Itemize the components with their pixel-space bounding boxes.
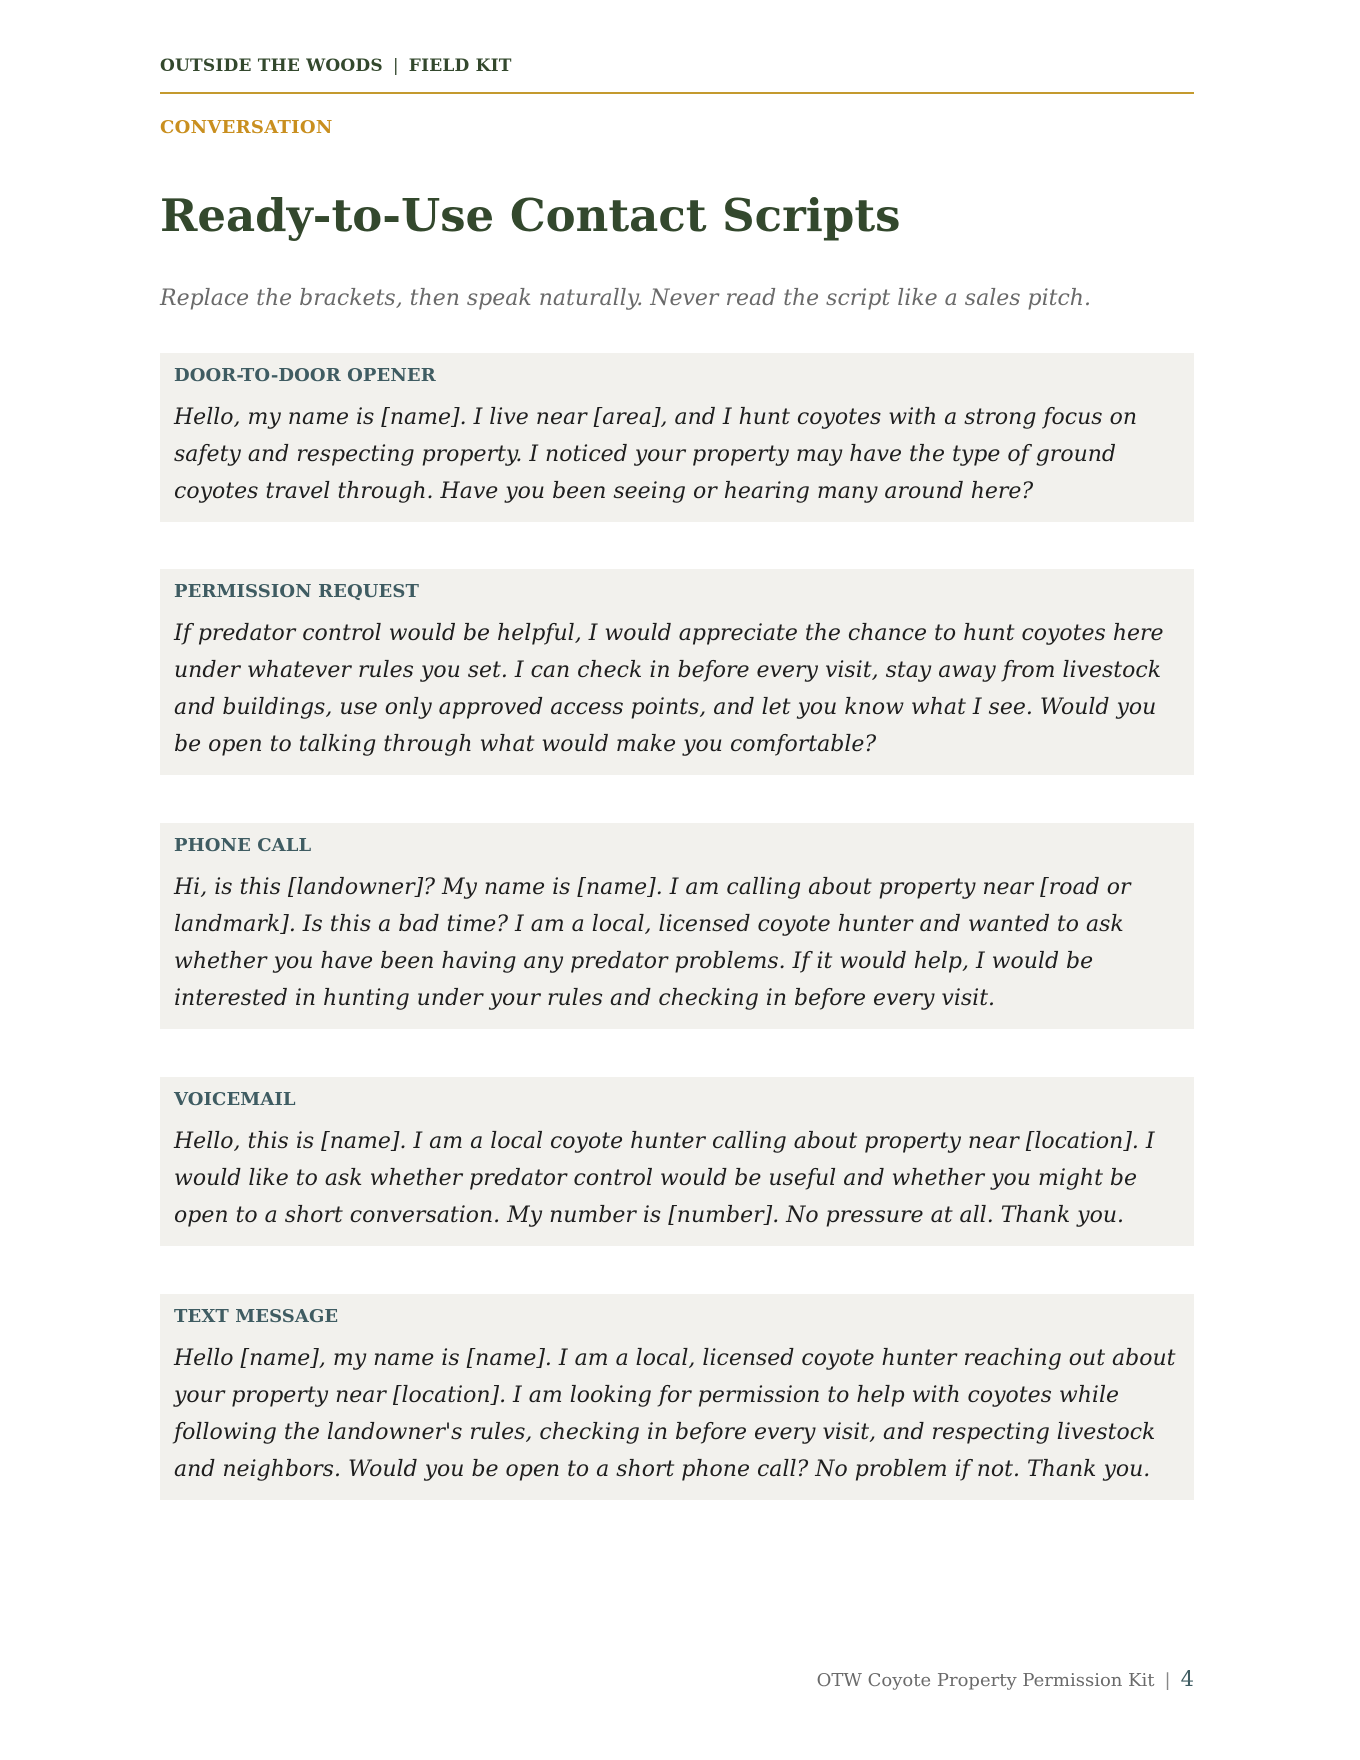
page-title: Ready-to-Use Contact Scripts [160,189,901,242]
script-text: Hello, my name is [name]. I live near [area], and I hunt coyotes with a strong focus on safety and respecting property. I noticed your property may have the type of ground coyotes travel through. Have you been seeing or hearing many around here? [174,404,1137,504]
header-section: FIELD KIT [408,56,512,76]
script-text: If predator control would be helpful, I would appreciate the chance to hunt coyotes here under whatever rules you set. I can check in before every visit, stay away from livestock and buildings, use only approved access points, and let you know what I see. Would you be open to talking through what would make you comfortable? [174,620,1164,757]
header-separator: | [392,56,399,76]
page-number: 4 [1180,1667,1194,1691]
script-label: VOICEMAIL [174,1089,296,1110]
script-label: DOOR-TO-DOOR OPENER [174,365,436,386]
script-text: Hi, is this [landowner]? My name is [name]. I am calling about property near [road or landmark]. Is this a bad time? I am a local, licensed coyote hunter and wanted to ask whether you have been having any predator problems. If it would help, I would be interested in hunting under your rules and checking in before every visit. [174,874,1131,1011]
script-text: Hello [name], my name is [name]. I am a local, licensed coyote hunter reaching out about your property near [location]. I am looking for permission to help with coyotes while following the landowner's rules, checking in before every visit, and respecting livestock and neighbors. Would you be open to a short phone call? No problem if not. Thank you. [174,1345,1176,1482]
footer-doc-title: OTW Coyote Property Permission Kit [816,1670,1155,1691]
script-label: TEXT MESSAGE [174,1306,339,1327]
section-eyebrow: CONVERSATION [160,117,333,138]
script-card-text-message [160,1294,1194,1500]
script-label: PERMISSION REQUEST [174,581,419,602]
page-subtitle: Replace the brackets, then speak naturally. Never read the script like a sales pitch. [160,286,1091,311]
script-card-phone-call [160,823,1194,1029]
running-footer [817,1667,1194,1691]
script-label: PHONE CALL [174,835,312,856]
header-brand: OUTSIDE THE WOODS [160,56,383,76]
script-card-door-opener [160,353,1194,522]
script-card-voicemail [160,1077,1194,1246]
running-header [160,56,1194,94]
script-card-permission-request [160,569,1194,775]
script-text: Hello, this is [name]. I am a local coyote hunter calling about property near [location]. I would like to ask whether predator control would be useful and whether you might be open to a short conversation. My number is [number]. No pressure at all. Thank you. [174,1128,1155,1228]
footer-separator: | [1164,1670,1171,1691]
